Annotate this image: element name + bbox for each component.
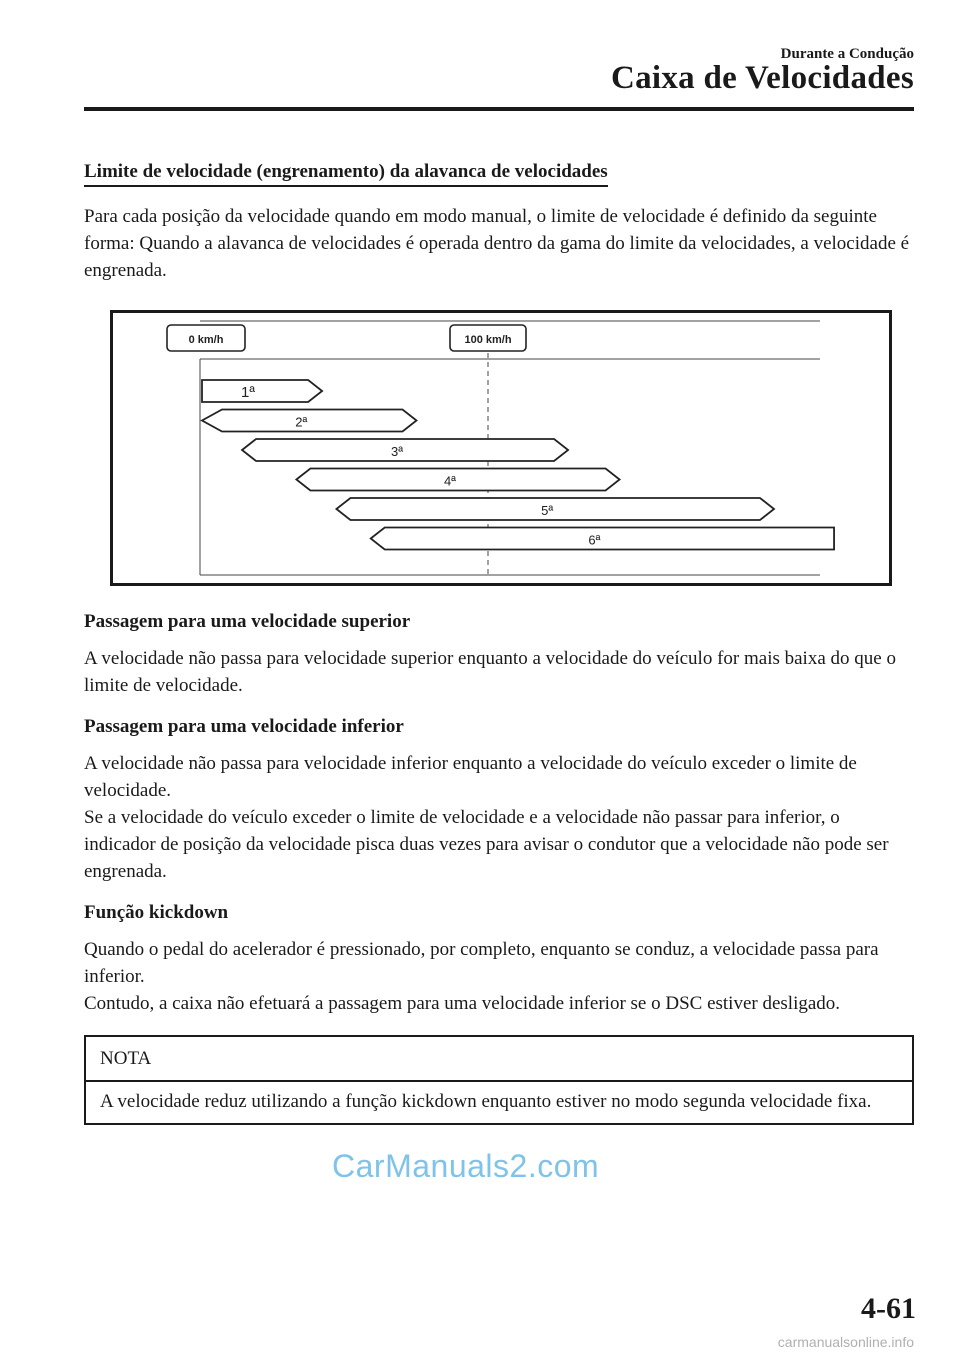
footer-site-link[interactable]: carmanualsonline.info	[777, 1334, 914, 1350]
gear-bar-3	[242, 439, 568, 461]
gear-label-3: 3ª	[391, 444, 404, 459]
gear-bar-4	[296, 469, 619, 491]
gear-speed-chart-svg	[113, 313, 889, 583]
gear-bar-1	[202, 380, 322, 402]
gear-bar-6	[371, 528, 834, 550]
kickdown-text-2: Contudo, a caixa não efetuará a passagem para uma velocidade inferior se o DSC estiver desligado.	[84, 993, 841, 1014]
gear-bar-2	[202, 410, 417, 432]
gear-label-1: 1ª	[241, 384, 255, 401]
note-title: NOTA	[86, 1037, 912, 1082]
scale-label-0: 0 km/h	[188, 334, 224, 346]
page-number: 4-61	[861, 1292, 916, 1325]
downshift-heading: Passagem para uma velocidade inferior	[84, 716, 404, 737]
gear-label-6: 6ª	[588, 532, 601, 548]
gear-label-5: 5ª	[541, 503, 554, 518]
kickdown-text-1: Quando o pedal do acelerador é pressionado, por completo, enquanto se conduz, a velocidade passa para inferior.	[84, 939, 879, 987]
watermark-link[interactable]: CarManuals2.com	[332, 1148, 600, 1184]
gear-speed-diagram	[110, 310, 892, 586]
upshift-text: A velocidade não passa para velocidade superior enquanto a velocidade do veículo for mais baixa do que o limite de velocidade.	[84, 648, 896, 696]
scale-label-1: 100 km/h	[464, 334, 512, 346]
kickdown-heading: Função kickdown	[84, 902, 229, 923]
gear-bar-5	[336, 498, 774, 520]
header-section-label: Durante a Condução	[780, 46, 914, 62]
downshift-text-1: A velocidade não passa para velocidade inferior enquanto a velocidade do veículo exceder o limite de velocidade.	[84, 753, 857, 801]
intro-paragraph: Para cada posição da velocidade quando em modo manual, o limite de velocidade é definido da seguinte forma: Quando a alavanca de velocidades é operada dentro da gama do limite da velocidades, a velocidade é engrenada.	[84, 206, 910, 281]
downshift-text-2: Se a velocidade do veículo exceder o limite de velocidade e a velocidade não passar para inferior, o indicador de posição da velocidade pisca duas vezes para avisar o condutor que a velocidade não pode ser engrenada.	[84, 807, 889, 882]
page-title: Caixa de Velocidades	[610, 60, 914, 96]
header-rule	[84, 107, 914, 111]
upshift-heading: Passagem para uma velocidade superior	[84, 611, 411, 632]
note-text: A velocidade reduz utilizando a função kickdown enquanto estiver no modo segunda velocidade fixa.	[100, 1091, 872, 1112]
note-box	[84, 1035, 914, 1125]
gear-label-2: 2ª	[295, 414, 308, 430]
section-heading: Limite de velocidade (engrenamento) da alavanca de velocidades	[84, 160, 608, 187]
gear-label-4: 4ª	[443, 473, 456, 489]
main-content	[84, 158, 914, 1125]
